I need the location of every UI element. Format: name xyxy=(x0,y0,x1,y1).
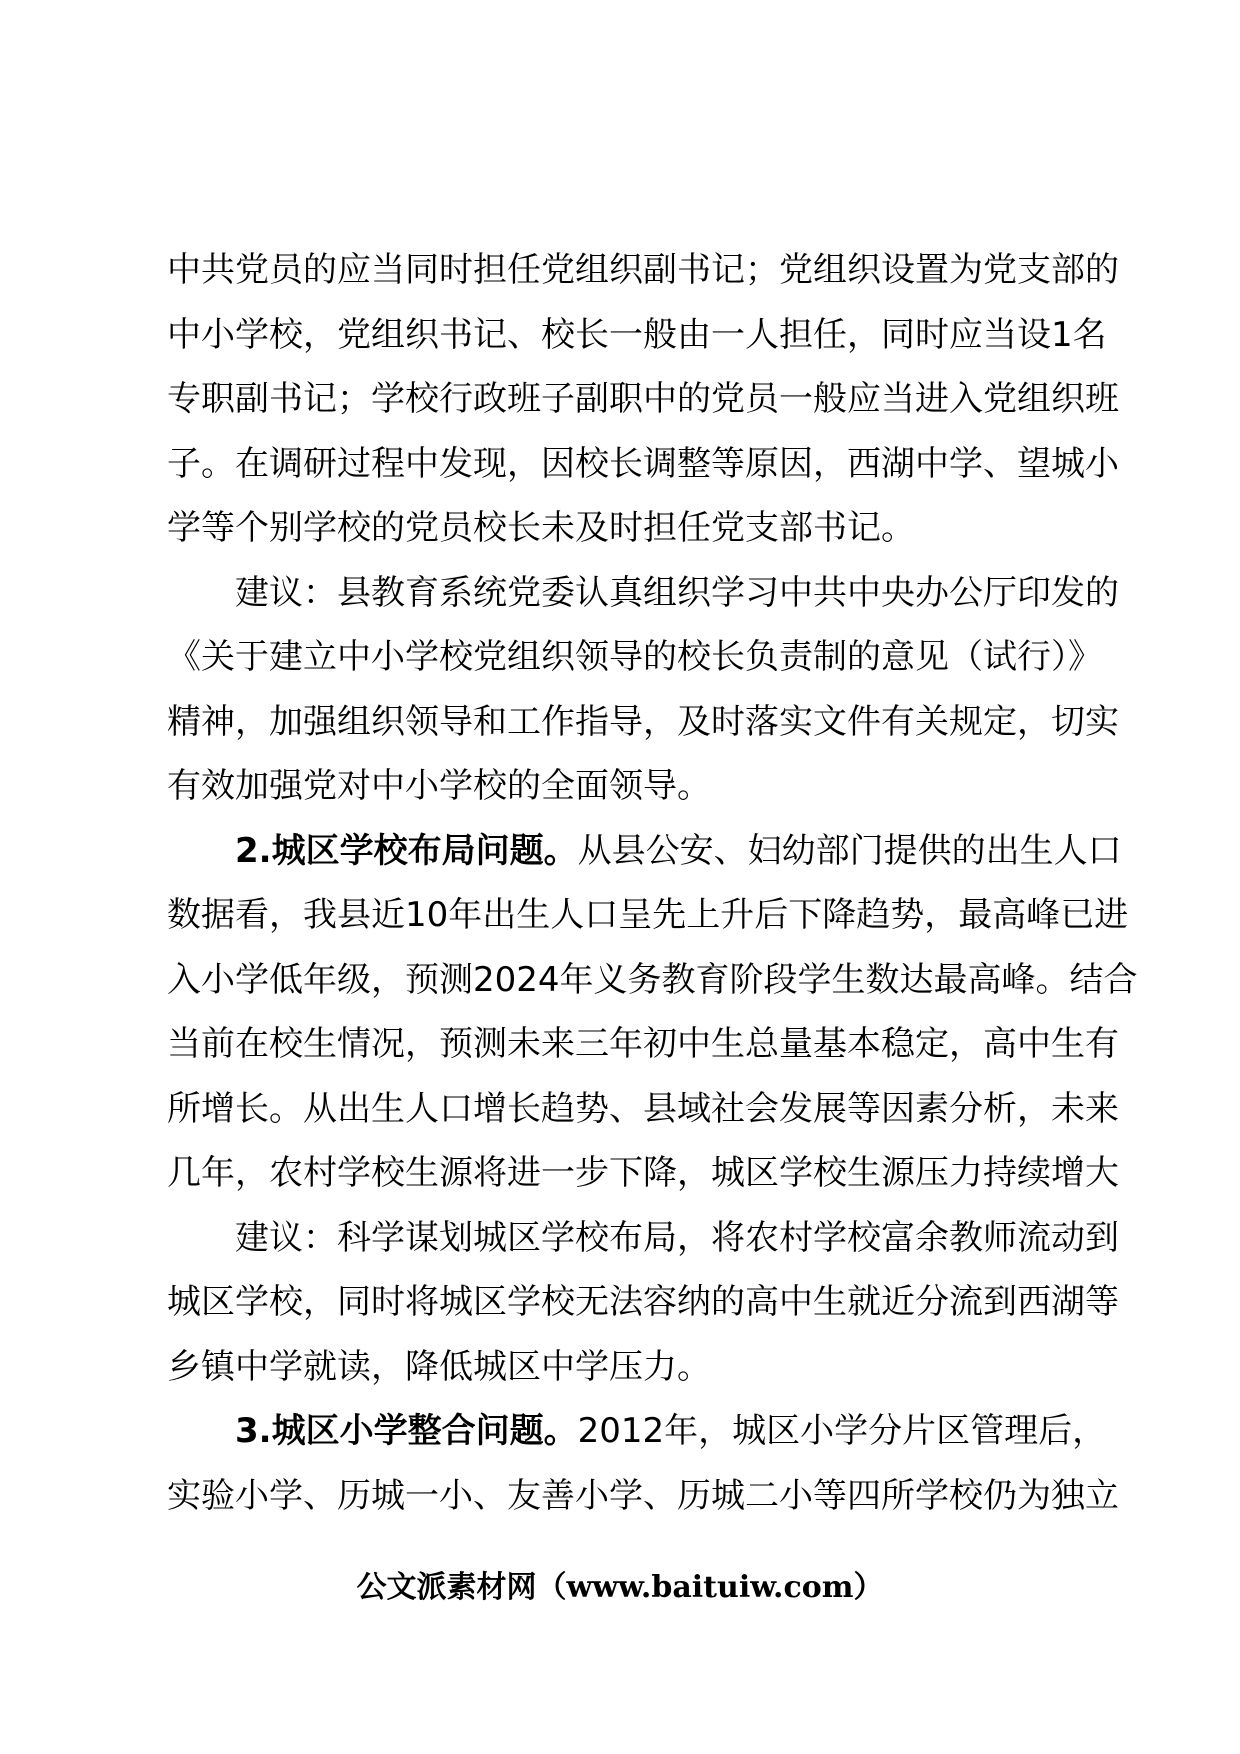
text-line: 《关于建立中小学校党组织领导的校长负责制的意见（试行）》 xyxy=(167,637,1102,677)
paragraph xyxy=(167,561,1119,819)
section-heading: 2.城区学校布局问题。 xyxy=(235,830,578,871)
text-line: 子。在调研过程中发现，因校长调整等原因，西湖中学、望城小 xyxy=(167,443,1119,484)
text-line xyxy=(167,819,1122,884)
paragraph xyxy=(167,819,1138,1206)
text-line: 学等个别学校的党员校长未及时担任党支部书记。 xyxy=(167,508,915,548)
text-line: 所增长。从出生人口增长趋势、县域社会发展等因素分析，未来 xyxy=(167,1088,1119,1129)
text-line: 建议：科学谋划城区学校布局，将农村学校富余教师流动到 xyxy=(235,1217,1119,1258)
text-line: 城区学校，同时将城区学校无法容纳的高中生就近分流到西湖等 xyxy=(167,1282,1119,1322)
text-line: 专职副书记；学校行政班子副职中的党员一般应当进入党组织班 xyxy=(167,379,1119,419)
section-heading: 3.城区小学整合问题。 xyxy=(235,1411,578,1451)
text-line: 精神，加强组织领导和工作指导，及时落实文件有关规定，切实 xyxy=(167,701,1119,742)
text-line: 建议：县教育系统党委认真组织学习中共中央办公厅印发的 xyxy=(235,572,1119,613)
text-line: 几年，农村学校生源将进一步下降，城区学校生源压力持续增大 xyxy=(167,1153,1119,1193)
text-line: 数据看，我县近10年出生人口呈先上升后下降趋势，最高峰已进 xyxy=(167,895,1129,935)
paragraph xyxy=(167,1399,1119,1528)
text-line: 当前在校生情况，预测未来三年初中生总量基本稳定，高中生有 xyxy=(167,1024,1119,1064)
text-line: 乡镇中学就读，降低城区中学压力。 xyxy=(167,1346,711,1387)
page-footer-watermark: 公文派素材网（www.baituiw.com） xyxy=(356,1570,884,1605)
text-line: 实验小学、历城一小、友善小学、历城二小等四所学校仍为独立 xyxy=(167,1475,1119,1516)
paragraph xyxy=(167,1206,1119,1400)
text-run: 2012年，城区小学分片区管理后， xyxy=(577,1411,1107,1451)
text-line: 中小学校，党组织书记、校长一般由一人担任，同时应当设1名 xyxy=(167,314,1107,355)
document-body xyxy=(167,238,1138,1528)
text-line: 入小学低年级，预测2024年义务教育阶段学生数达最高峰。结合 xyxy=(167,959,1138,1000)
text-line: 中共党员的应当同时担任党组织副书记；党组织设置为党支部的 xyxy=(167,250,1119,290)
paragraph xyxy=(167,238,1119,561)
text-run: 从县公安、妇幼部门提供的出生人口 xyxy=(577,830,1122,871)
text-line xyxy=(167,1399,1107,1464)
text-line: 有效加强党对中小学校的全面领导。 xyxy=(167,766,711,806)
